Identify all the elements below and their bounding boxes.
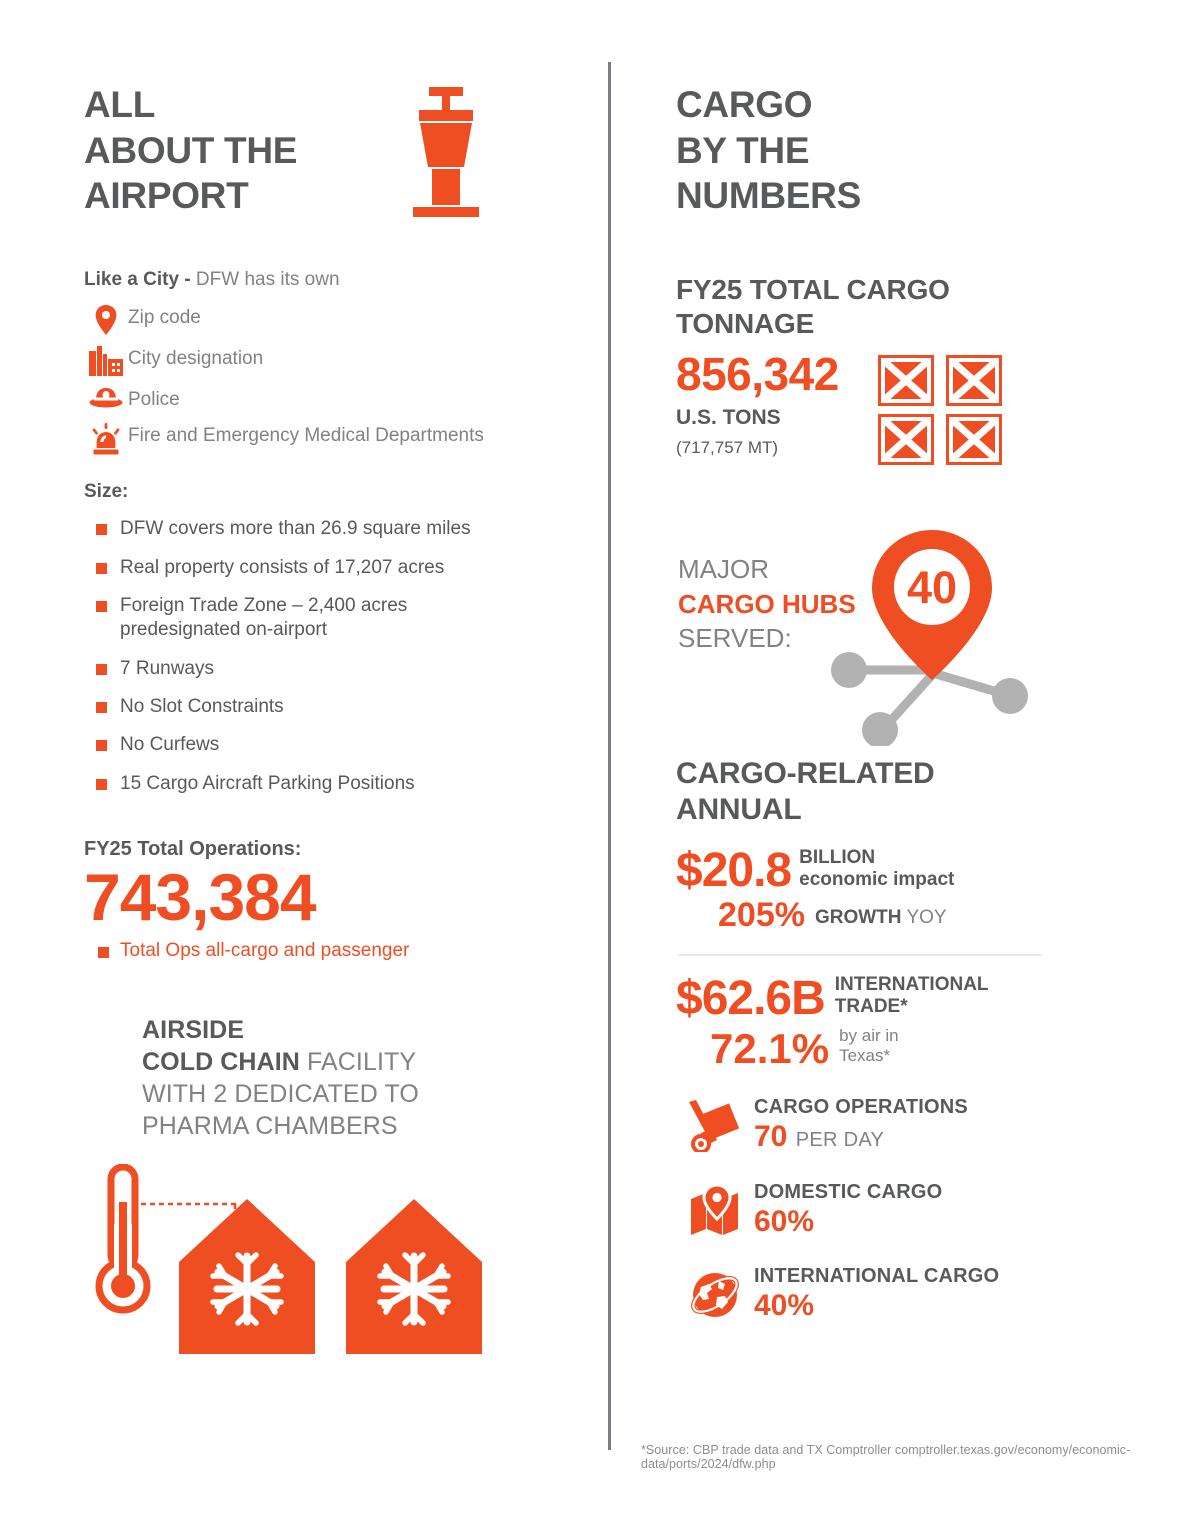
- left-title-line-2: ABOUT THE: [84, 129, 298, 171]
- like-a-city-rest: DFW has its own: [190, 268, 340, 290]
- economic-impact-units: [799, 847, 954, 892]
- list-item: DFW covers more than 26.9 square miles: [84, 517, 574, 541]
- right-title-line-2: BY THE: [676, 129, 810, 171]
- list-item: No Curfews: [84, 733, 574, 757]
- hubs-count: 40: [906, 561, 958, 613]
- left-title-line-3: AIRPORT: [84, 175, 249, 216]
- by-air-value: 72.1%: [710, 1025, 830, 1073]
- column-divider: [608, 62, 611, 1450]
- list-item: [84, 423, 574, 455]
- city-buildings-icon: [84, 346, 128, 376]
- economic-impact-value: $20.8: [676, 843, 792, 897]
- cold-chain-line-1: [142, 1014, 574, 1046]
- economic-growth-stat: [676, 895, 1096, 934]
- stat-row-cargo-operations: [676, 1096, 1096, 1155]
- stat-body: [754, 1181, 942, 1240]
- globe-icon: [676, 1269, 754, 1321]
- cargo-crates-icon: [878, 355, 1002, 470]
- list-item: [84, 387, 574, 412]
- map-pin-icon: [84, 305, 128, 335]
- by-air-label: [839, 1026, 899, 1067]
- cold-chain-facility: FACILITY: [299, 1048, 417, 1077]
- list-item-label: Fire and Emergency Medical Departments: [128, 425, 484, 447]
- stat-row-domestic-cargo: [676, 1181, 1096, 1240]
- tonnage-heading-line-2: TONNAGE: [676, 307, 815, 339]
- cold-chain-graphic: [84, 1164, 574, 1374]
- right-title-line-1: CARGO: [676, 84, 813, 125]
- growth-label: [815, 907, 947, 929]
- cargo-related-heading: [676, 756, 1096, 829]
- cargo-related-line-1: CARGO-RELATED: [676, 756, 935, 790]
- hubs-line-1: MAJOR: [678, 553, 769, 584]
- size-heading: Size:: [84, 481, 129, 503]
- stat-value-row: [754, 1120, 968, 1155]
- right-section-title: [676, 82, 1096, 219]
- snowflake-warehouse-icon: [346, 1199, 482, 1354]
- list-item-label: Zip code: [128, 307, 201, 329]
- growth-value: 205%: [718, 895, 805, 934]
- hand-truck-icon: [676, 1100, 754, 1152]
- police-hat-icon: [84, 387, 128, 409]
- stat-heading: CARGO OPERATIONS: [754, 1096, 968, 1119]
- left-section-title: [84, 82, 574, 219]
- by-air-label-2: Texas*: [839, 1046, 891, 1066]
- list-item-label: Police: [128, 389, 180, 411]
- by-air-label-1: by air in: [839, 1025, 899, 1045]
- list-item: [84, 305, 574, 335]
- like-a-city-line: [84, 267, 574, 293]
- cold-chain-block: [142, 1014, 574, 1374]
- list-item: Foreign Trade Zone – 2,400 acres predesignated on-airport: [84, 594, 444, 643]
- tonnage-heading: [676, 273, 1096, 341]
- city-features-list: [84, 305, 574, 455]
- stat-value: 70: [754, 1120, 788, 1154]
- map-location-icon: [676, 1185, 754, 1235]
- tonnage-heading-line-1: FY25 TOTAL CARGO: [676, 273, 950, 305]
- trade-units: [835, 974, 989, 1019]
- stat-row-international-cargo: [676, 1265, 1096, 1324]
- list-item: 7 Runways: [84, 657, 574, 681]
- stat-body: [754, 1265, 999, 1324]
- list-item-label: City designation: [128, 348, 264, 370]
- cargo-hubs-block: [676, 530, 1096, 750]
- stat-value: 60%: [754, 1204, 815, 1238]
- snowflake-warehouse-icon: [179, 1199, 315, 1354]
- cold-chain-bold: COLD CHAIN: [142, 1048, 300, 1077]
- international-trade-stat: [676, 971, 1096, 1025]
- list-item: 15 Cargo Aircraft Parking Positions: [84, 772, 574, 796]
- stat-value: 40%: [754, 1289, 815, 1323]
- cold-chain-line-2: [142, 1046, 574, 1078]
- cold-chain-airside: AIRSIDE: [142, 1016, 245, 1045]
- trade-unit-1: INTERNATIONAL: [834, 973, 989, 995]
- operations-heading: FY25 Total Operations:: [84, 837, 302, 860]
- thermometer-icon: [99, 1167, 147, 1310]
- operations-subtext: Total Ops all-cargo and passenger: [84, 940, 574, 962]
- tonnage-row: [676, 347, 1096, 470]
- trade-unit-2: TRADE*: [834, 996, 908, 1018]
- source-note: *Source: CBP trade data and TX Comptroller comptroller.texas.gov/economy/economic-data/ports/2024/dfw.php: [641, 1443, 1131, 1471]
- list-item: No Slot Constraints: [84, 695, 574, 719]
- economic-impact-unit-2: economic impact: [799, 869, 955, 891]
- tonnage-metric: (717,757 MT): [676, 437, 779, 457]
- growth-label-bold: GROWTH: [814, 906, 902, 928]
- hub-network-pin-icon: [828, 530, 1044, 751]
- emergency-siren-icon: [84, 423, 128, 455]
- economic-impact-stat: [676, 843, 1096, 897]
- list-item: Real property consists of 17,207 acres: [84, 556, 574, 580]
- stat-body: [754, 1096, 968, 1155]
- by-air-stat: [676, 1026, 1096, 1071]
- tonnage-units: U.S. TONS: [676, 405, 781, 429]
- right-title-line-3: NUMBERS: [676, 175, 861, 216]
- control-tower-icon: [402, 87, 490, 222]
- stat-unit: PER DAY: [795, 1129, 885, 1152]
- trade-value: $62.6B: [676, 971, 825, 1025]
- stat-heading: DOMESTIC CARGO: [754, 1180, 943, 1203]
- tonnage-value: 856,342: [676, 347, 839, 400]
- operations-number: 743,384: [84, 859, 316, 934]
- cold-chain-line-4: PHARMA CHAMBERS: [142, 1112, 398, 1141]
- left-column: [84, 82, 574, 1374]
- hubs-line-2-highlight: CARGO HUBS: [678, 588, 856, 619]
- section-separator: [678, 954, 1042, 956]
- growth-label-rest: YOY: [901, 906, 947, 928]
- stat-heading: INTERNATIONAL CARGO: [754, 1265, 1000, 1288]
- tonnage-values: [676, 347, 872, 458]
- cargo-related-line-2: ANNUAL: [676, 793, 802, 827]
- economic-impact-unit-1: BILLION: [799, 847, 876, 868]
- cold-chain-line-3: WITH 2 DEDICATED TO: [142, 1080, 419, 1109]
- size-list: [84, 517, 574, 796]
- right-column: [676, 82, 1096, 1324]
- left-title-line-1: ALL: [84, 84, 156, 125]
- list-item: [84, 346, 574, 376]
- hubs-line-3: SERVED:: [678, 623, 792, 654]
- like-a-city-bold: Like a City -: [84, 268, 191, 290]
